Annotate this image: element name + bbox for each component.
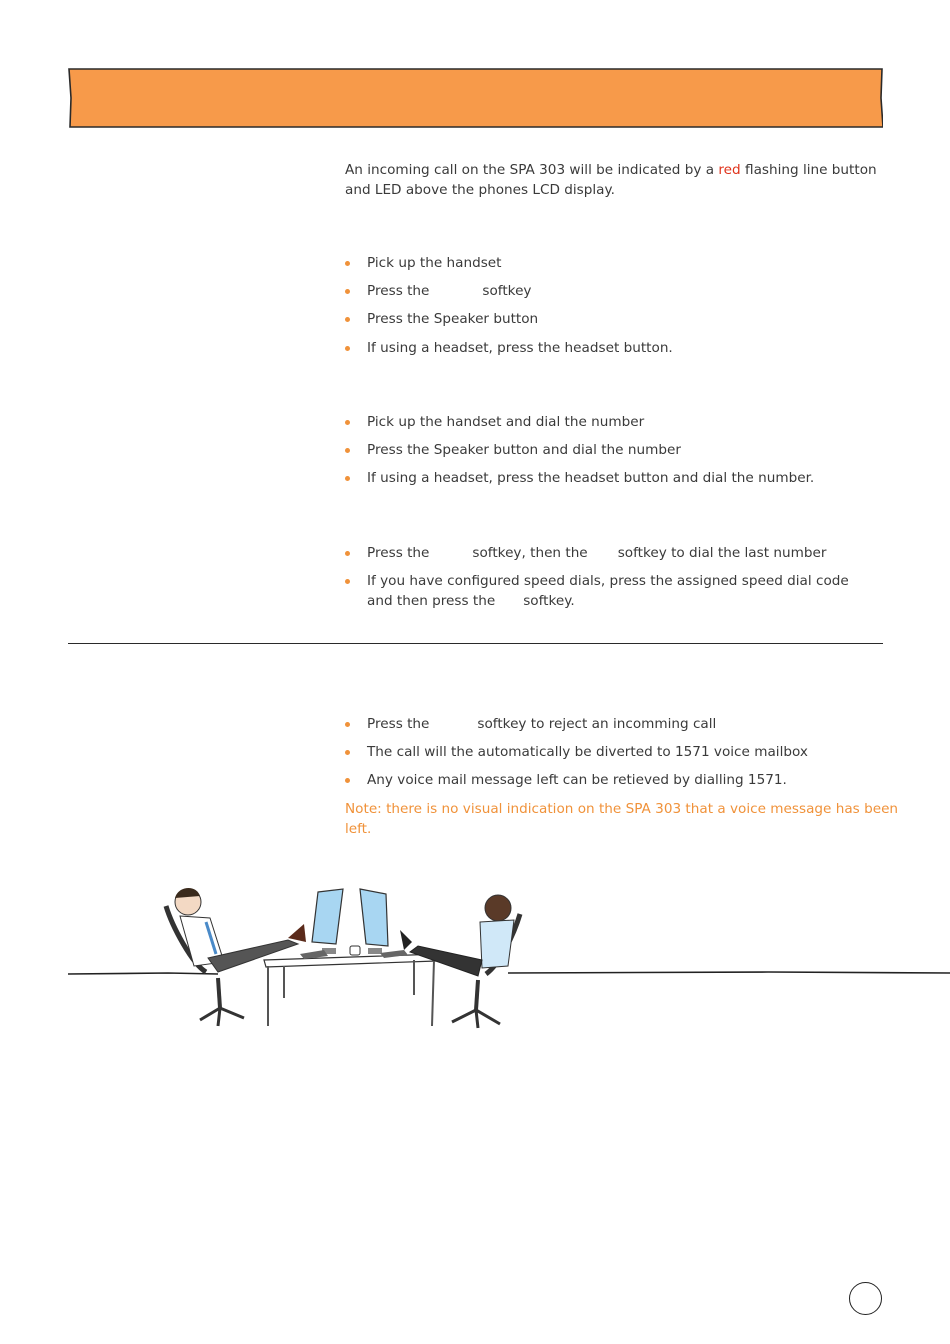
answer-call-list [345, 254, 885, 367]
header-banner [68, 68, 883, 128]
list-item: Press the softkey to reject an incomming call [345, 715, 885, 735]
office-illustration [68, 880, 950, 1039]
list-item: Pick up the handset [345, 254, 885, 274]
section-divider [68, 643, 883, 644]
list-item: Press the Speaker button and dial the number [345, 441, 885, 461]
page-number-circle [849, 1282, 882, 1315]
make-call-list [345, 413, 885, 498]
list-item: Press the Speaker button [345, 310, 885, 330]
list-item: Press the softkey [345, 282, 885, 302]
list-item: If using a headset, press the headset button and dial the number. [345, 469, 885, 489]
list-item: If using a headset, press the headset button. [345, 339, 885, 359]
list-item: The call will the automatically be diverted to 1571 voice mailbox [345, 743, 885, 763]
list-item: If you have configured speed dials, press the assigned speed dial code and then press the softkey. [345, 572, 885, 611]
list-item: Any voice mail message left can be retieved by dialling 1571. [345, 771, 885, 791]
intro-text: An incoming call on the SPA 303 will be indicated by a red flashing line button and LED above the phones LCD display. [345, 162, 877, 198]
reject-call-list [345, 715, 885, 800]
highlight-red: red [718, 162, 741, 178]
list-item: Pick up the handset and dial the number [345, 413, 885, 433]
list-item: Press the softkey, then the softkey to dial the last number [345, 544, 885, 564]
note-text: Note: there is no visual indication on the SPA 303 that a voice message has been left. [345, 801, 899, 837]
redial-list [345, 544, 885, 620]
